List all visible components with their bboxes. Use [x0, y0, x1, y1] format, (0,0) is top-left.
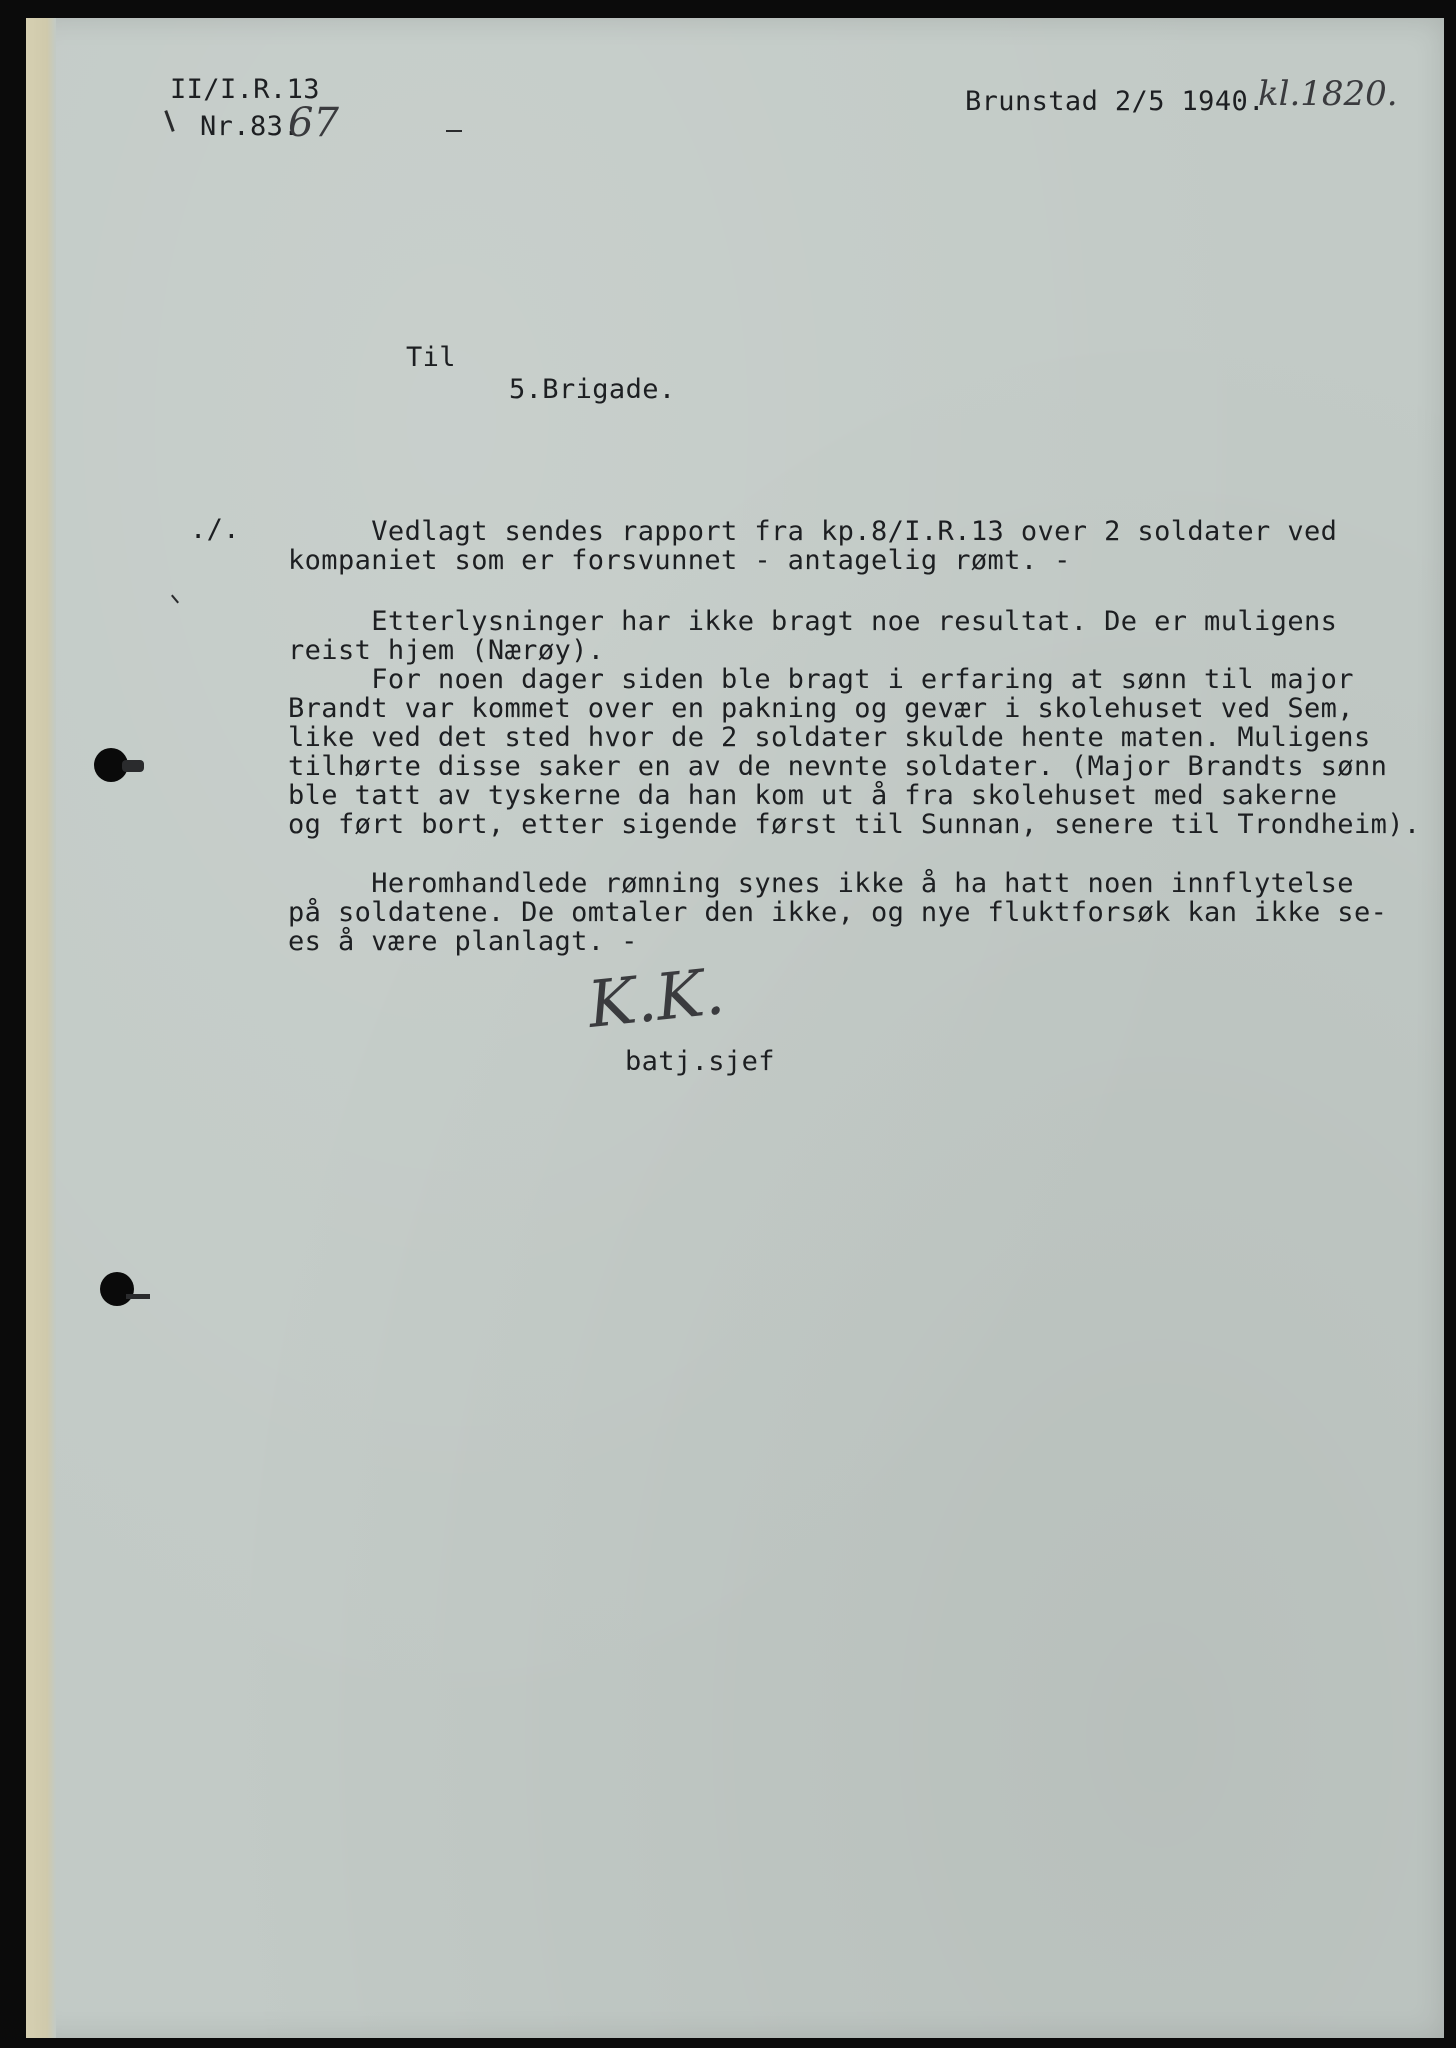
place-date: Brunstad 2/5 1940. — [965, 86, 1265, 117]
address-to: Til — [406, 342, 456, 373]
pencil-dash-mark — [446, 130, 462, 132]
reference-handwritten-number: 67 — [288, 100, 339, 146]
paragraph-3-line-3: es å være planlagt. - — [288, 926, 638, 957]
address-recipient: 5.Brigade. — [509, 374, 676, 405]
punch-hole-lower — [100, 1272, 134, 1306]
punch-hole-lower-tail — [126, 1294, 150, 1299]
paragraph-2-line-1: Etterlysninger har ikke bragt noe resultat. De er muligens — [288, 606, 1338, 637]
paragraph-2-line-2: reist hjem (Nærøy). — [288, 635, 605, 666]
paragraph-2-line-5: like ved det sted hvor de 2 soldater skulde hente maten. Muligens — [288, 722, 1371, 753]
reference-line-2: Nr.83. — [200, 111, 300, 142]
paragraph-3-line-1: Heromhandlede rømning synes ikke å ha hatt noen innflytelse — [288, 868, 1354, 899]
paragraph-1-line-2: kompaniet som er forsvunnet - antagelig rømt. - — [288, 545, 1071, 576]
stray-mark — [171, 595, 179, 604]
paragraph-3-line-2: på soldatene. De omtaler den ikke, og nye fluktforsøk kan ikke se- — [288, 897, 1388, 928]
pencil-tick-mark — [164, 110, 174, 132]
enclosure-mark: ./. — [190, 514, 240, 545]
document-page — [26, 18, 1444, 2038]
paragraph-2-line-3: For noen dager siden ble bragt i erfaring at sønn til major — [288, 664, 1354, 695]
paragraph-2-line-6: tilhørte disse saker en av de nevnte soldater. (Major Brandts sønn — [288, 751, 1388, 782]
handwritten-time: kl.1820. — [1258, 74, 1398, 114]
paper-edge-strip — [26, 18, 56, 2038]
paragraph-2-line-7: ble tatt av tyskerne da han kom ut å fra skolehuset med sakerne — [288, 780, 1338, 811]
handwritten-signature: K.K. — [584, 955, 728, 1043]
paragraph-2-line-8: og ført bort, etter sigende først til Sunnan, senere til Trondheim). — [288, 809, 1421, 840]
paragraph-2-line-4: Brandt var kommet over en pakning og gevær i skolehuset ved Sem, — [288, 693, 1354, 724]
signature-title: batj.sjef — [625, 1046, 775, 1077]
reference-line-1: II/I.R.13 — [170, 74, 320, 105]
paragraph-1-line-1: Vedlagt sendes rapport fra kp.8/I.R.13 over 2 soldater ved — [288, 516, 1338, 547]
punch-hole-upper-tail — [122, 760, 144, 772]
